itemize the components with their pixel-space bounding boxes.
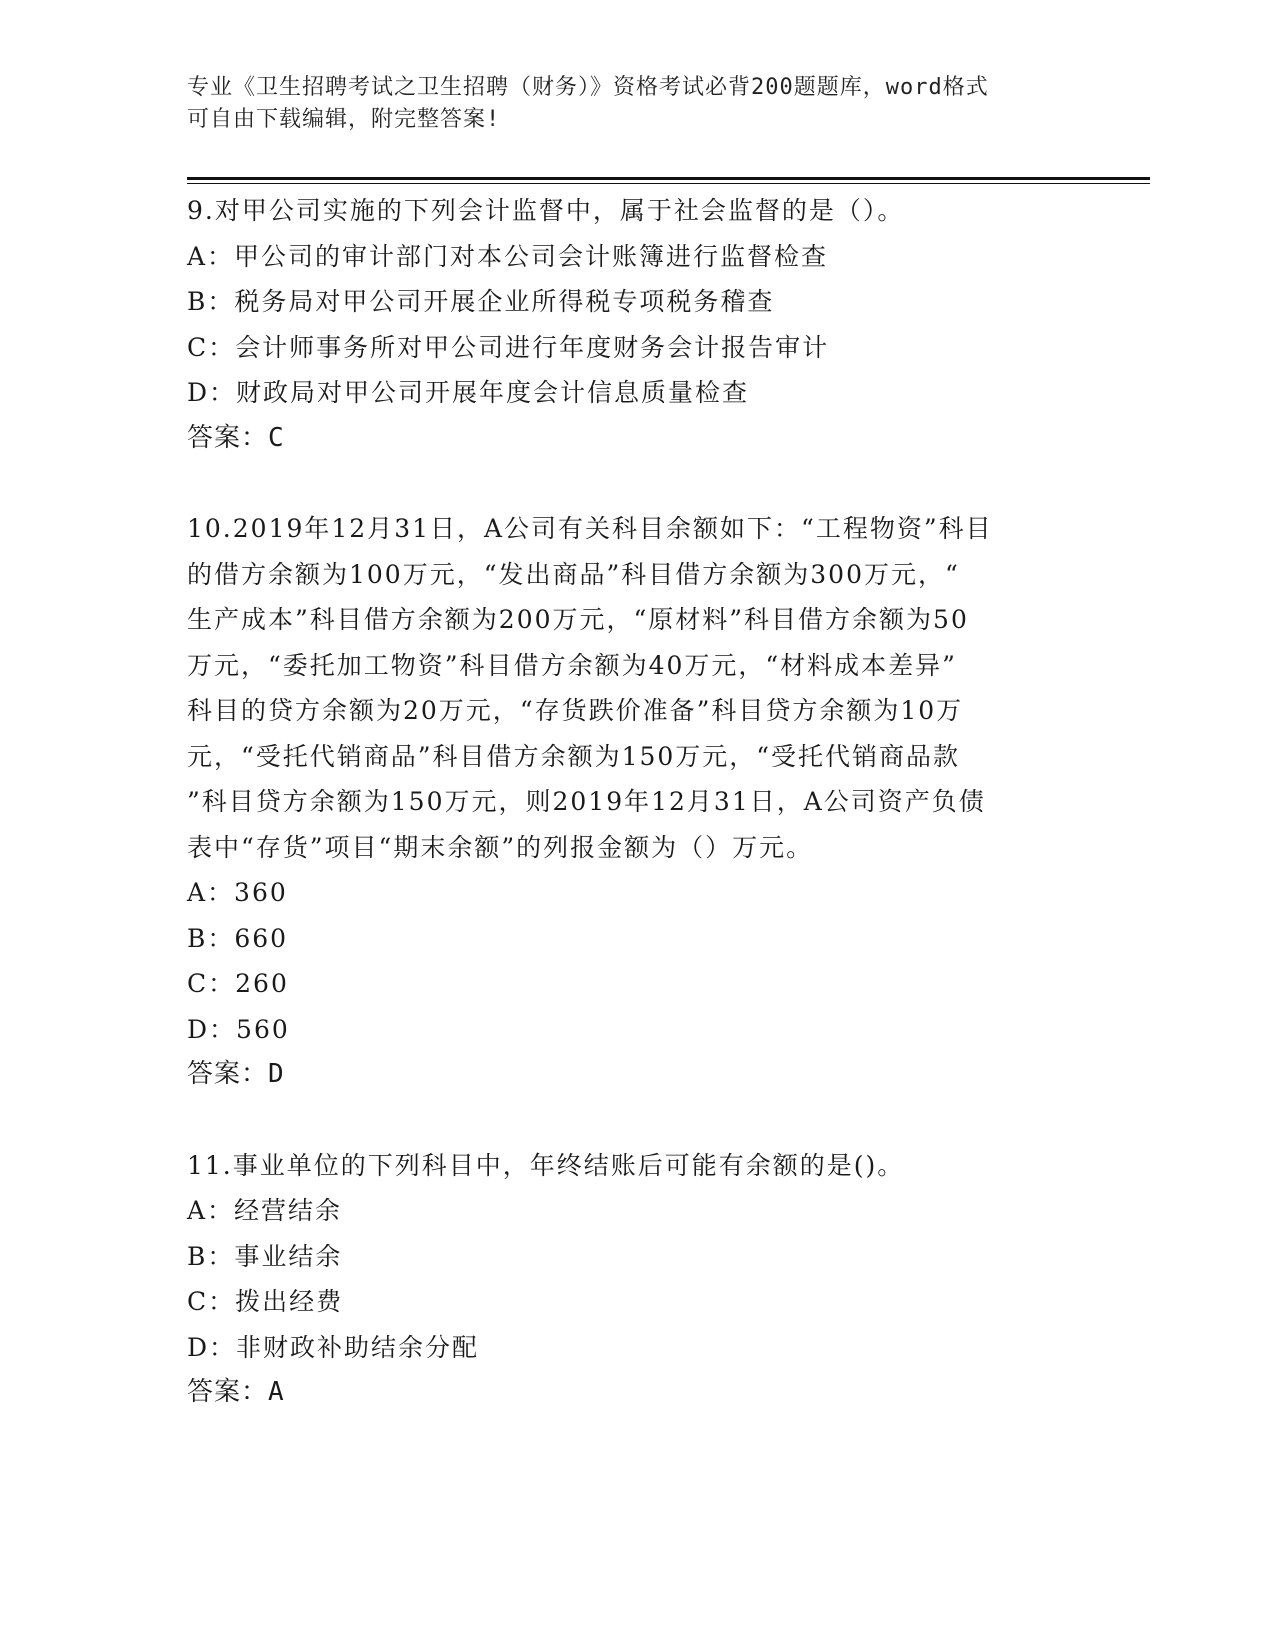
option-d: D：财政局对甲公司开展年度会计信息质量检查 xyxy=(187,378,750,407)
question-11 xyxy=(187,1143,1067,1416)
option-d: D：560 xyxy=(187,1014,290,1044)
question-stem: 9.对甲公司实施的下列会计监督中，属于社会监督的是（）。 xyxy=(187,196,905,225)
option-c: C：拨出经费 xyxy=(187,1287,344,1316)
question-10 xyxy=(187,506,1067,1098)
option-a: A：经营结余 xyxy=(187,1196,343,1225)
option-c: C：260 xyxy=(187,969,289,998)
question-list xyxy=(187,188,1067,1416)
option-a: A：甲公司的审计部门对本公司会计账簿进行监督检查 xyxy=(187,241,829,271)
question-stem-line: 10.2019年12月31日，A公司有关科目余额如下：“工程物资”科目 xyxy=(187,514,993,543)
question-9 xyxy=(187,188,1067,461)
question-stem-line: ”科目贷方余额为150万元，则2019年12月31日，A公司资产负债 xyxy=(187,787,986,816)
option-b: B：税务局对甲公司开展企业所得税专项税务稽查 xyxy=(187,287,775,316)
answer-line: 答案：C xyxy=(187,422,285,453)
question-stem-line: 生产成本”科目借方余额为200万元，“原材料”科目借方余额为50 xyxy=(187,605,969,634)
header-divider-thin xyxy=(187,183,1150,184)
question-stem-line: 万元，“委托加工物资”科目借方余额为40万元，“材料成本差异” xyxy=(187,650,957,680)
question-stem-line: 科目的贷方余额为20万元，“存货跌价准备”科目贷方余额为10万 xyxy=(187,696,964,725)
question-stem: 11.事业单位的下列科目中，年终结账后可能有余额的是()。 xyxy=(187,1150,905,1180)
header-line-2: 可自由下载编辑，附完整答案! xyxy=(187,107,501,132)
option-c: C：会计师事务所对甲公司进行年度财务会计报告审计 xyxy=(187,332,830,362)
document-header xyxy=(187,72,1067,136)
header-line-1: 专业《卫生招聘考试之卫生招聘（财务）》资格考试必背200题题库，word格式 xyxy=(187,75,989,100)
option-a: A：360 xyxy=(187,878,288,907)
option-d: D：非财政补助结余分配 xyxy=(187,1332,480,1362)
option-b: B：660 xyxy=(187,923,289,953)
question-stem-line: 的借方余额为100万元，“发出商品”科目借方余额为300万元，“ xyxy=(187,559,960,589)
question-stem-line: 表中“存货”项目“期末余额”的列报金额为（）万元。 xyxy=(187,832,814,862)
question-stem-line: 元，“受托代销商品”科目借方余额为150万元，“受托代销商品款 xyxy=(187,741,961,771)
header-divider-thick xyxy=(187,177,1150,180)
answer-line: 答案：A xyxy=(187,1377,285,1407)
option-b: B：事业结余 xyxy=(187,1241,343,1271)
answer-line: 答案：D xyxy=(187,1059,285,1089)
